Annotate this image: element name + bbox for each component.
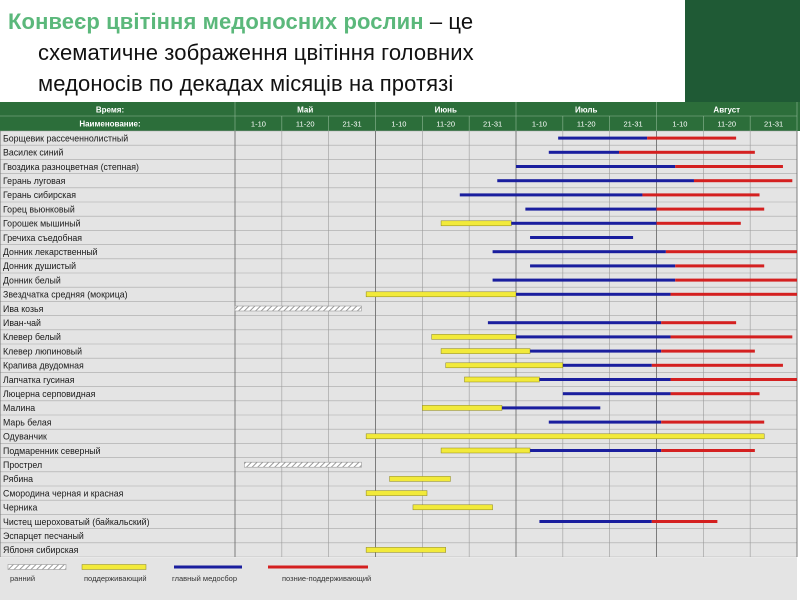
heading-bold-term: Конвеєр цвітіння медоносних рослин bbox=[8, 9, 424, 34]
bar-main bbox=[530, 236, 633, 239]
bar-main bbox=[516, 293, 671, 296]
bar-late bbox=[661, 321, 736, 324]
bar-main bbox=[525, 208, 656, 211]
decade-label: 1-10 bbox=[391, 119, 407, 129]
heading-line-3: медоносів по декадах місяців на протязі bbox=[38, 71, 454, 96]
plant-name-label: Горошек мышиный bbox=[3, 218, 81, 229]
legend-label: позние-поддерживающий bbox=[282, 574, 372, 583]
bar-supporting bbox=[366, 547, 446, 552]
bar-supporting bbox=[413, 505, 493, 510]
bar-supporting bbox=[464, 377, 539, 382]
plant-name-label: Черника bbox=[3, 502, 38, 513]
decorative-side-panel bbox=[685, 0, 800, 108]
decade-label: 1-10 bbox=[672, 119, 688, 129]
bar-late bbox=[661, 449, 755, 452]
bar-late bbox=[671, 378, 797, 381]
plant-name-label: Подмаренник северный bbox=[3, 445, 101, 456]
bar-early bbox=[244, 462, 361, 467]
bar-late bbox=[671, 392, 760, 395]
plant-name-label: Звездчатка средняя (мокрица) bbox=[3, 289, 128, 300]
bar-late bbox=[675, 165, 783, 168]
bar-supporting bbox=[441, 221, 511, 226]
decade-label: 1-10 bbox=[531, 119, 547, 129]
bar-main bbox=[530, 350, 661, 353]
bar-supporting bbox=[441, 448, 530, 453]
plant-name-label: Клевер белый bbox=[3, 332, 61, 343]
plant-name-label: Смородина черная и красная bbox=[3, 488, 124, 499]
decade-label: 11-20 bbox=[576, 119, 596, 129]
header-name-label: Наименование: bbox=[79, 119, 141, 129]
bar-late bbox=[666, 250, 797, 253]
plant-name-label: Люцерна серповидная bbox=[3, 389, 96, 399]
bar-main bbox=[530, 449, 661, 452]
plant-name-label: Василек синий bbox=[3, 147, 64, 158]
plant-name-label: Лапчатка гусиная bbox=[3, 374, 75, 385]
legend-label: поддерживающий bbox=[84, 574, 147, 583]
plant-name-label: Прострел bbox=[3, 460, 43, 470]
plant-name-label: Марь белая bbox=[3, 417, 52, 428]
bar-late bbox=[652, 520, 718, 523]
bar-late bbox=[675, 279, 797, 282]
bar-late bbox=[675, 264, 764, 267]
bar-supporting bbox=[441, 349, 530, 354]
plant-name-label: Донник белый bbox=[3, 275, 61, 286]
heading-line-2: схематичне зображення цвітіння головних bbox=[38, 40, 474, 65]
decade-label: 21-31 bbox=[763, 119, 784, 129]
header-time-label: Время: bbox=[95, 105, 125, 115]
legend-swatch-late bbox=[268, 566, 368, 569]
decade-label: 21-31 bbox=[482, 119, 503, 129]
bar-main bbox=[549, 421, 661, 424]
bar-supporting bbox=[432, 334, 516, 339]
legend-swatch-supporting bbox=[82, 565, 146, 570]
plant-name-label: Крапива двудомная bbox=[3, 360, 84, 371]
plant-name-label: Одуванчик bbox=[3, 431, 47, 442]
bar-late bbox=[647, 137, 736, 140]
bar-late bbox=[661, 421, 764, 424]
decade-label: 1-10 bbox=[250, 119, 266, 129]
bar-supporting bbox=[366, 491, 427, 496]
plant-name-label: Гвоздика разноцветная (степная) bbox=[3, 161, 139, 172]
bar-late bbox=[642, 193, 759, 196]
plant-name-label: Герань луговая bbox=[3, 176, 66, 186]
bar-late bbox=[671, 335, 793, 338]
bar-main bbox=[488, 321, 661, 324]
bar-main bbox=[502, 406, 600, 409]
decade-label: 11-20 bbox=[295, 119, 315, 129]
bar-main bbox=[530, 264, 675, 267]
bar-main bbox=[549, 151, 619, 154]
bar-supporting bbox=[446, 363, 563, 368]
legend-swatch-early bbox=[8, 565, 66, 570]
decade-label: 21-31 bbox=[342, 119, 362, 129]
plant-name-label: Рябина bbox=[3, 474, 34, 485]
plant-name-label: Герань сибирская bbox=[3, 190, 76, 201]
bar-late bbox=[671, 293, 797, 296]
bar-main bbox=[460, 193, 643, 196]
bar-main bbox=[563, 364, 652, 367]
plant-name-label: Эспарцет песчаный bbox=[3, 531, 84, 541]
bar-main bbox=[493, 279, 676, 282]
bar-late bbox=[661, 350, 755, 353]
bar-supporting bbox=[366, 434, 764, 439]
plant-name-label: Иван-чай bbox=[3, 318, 41, 328]
plant-name-label: Борщевик рассеченнолистный bbox=[3, 133, 129, 144]
plant-name-label: Горец вьюнковый bbox=[3, 204, 75, 215]
plant-name-label: Яблоня сибирская bbox=[3, 545, 79, 556]
decade-label: 21-31 bbox=[623, 119, 643, 129]
plant-name-label: Клевер люпиновый bbox=[3, 346, 83, 357]
bar-main bbox=[539, 378, 670, 381]
month-label: Июнь bbox=[434, 105, 457, 115]
bar-main bbox=[493, 250, 666, 253]
plant-name-label: Малина bbox=[3, 403, 36, 414]
bar-late bbox=[657, 208, 765, 211]
bar-late bbox=[652, 364, 783, 367]
plant-name-label: Гречиха съедобная bbox=[3, 232, 83, 243]
plant-name-label: Донник душистый bbox=[3, 261, 77, 272]
legend-swatch-main bbox=[174, 566, 242, 569]
bar-main bbox=[563, 392, 671, 395]
bar-late bbox=[619, 151, 755, 154]
slide-heading bbox=[8, 6, 678, 99]
decade-label: 11-20 bbox=[436, 119, 456, 129]
flowering-conveyor-chart bbox=[0, 102, 800, 600]
plant-name-label: Донник лекарственный bbox=[3, 247, 98, 257]
month-label: Август bbox=[713, 105, 741, 115]
bar-main bbox=[516, 335, 671, 338]
bar-main bbox=[539, 520, 651, 523]
decade-label: 11-20 bbox=[717, 119, 737, 129]
bar-early bbox=[235, 306, 361, 311]
bar-late bbox=[657, 222, 741, 225]
bar-main bbox=[558, 137, 647, 140]
plant-name-label: Ива козья bbox=[3, 303, 44, 314]
bar-supporting bbox=[366, 292, 516, 297]
bar-supporting bbox=[390, 476, 451, 481]
bar-main bbox=[497, 179, 694, 182]
legend-label: главный медосбор bbox=[172, 574, 238, 583]
legend-label: ранний bbox=[10, 574, 36, 583]
heading-rest: – це bbox=[423, 9, 474, 34]
bar-supporting bbox=[422, 405, 502, 410]
month-label: Май bbox=[297, 105, 314, 115]
bar-main bbox=[516, 165, 675, 168]
plant-name-label: Чистец шероховатый (байкальский) bbox=[3, 516, 150, 527]
month-label: Июль bbox=[575, 105, 598, 115]
bar-late bbox=[694, 179, 792, 182]
bar-main bbox=[511, 222, 656, 225]
